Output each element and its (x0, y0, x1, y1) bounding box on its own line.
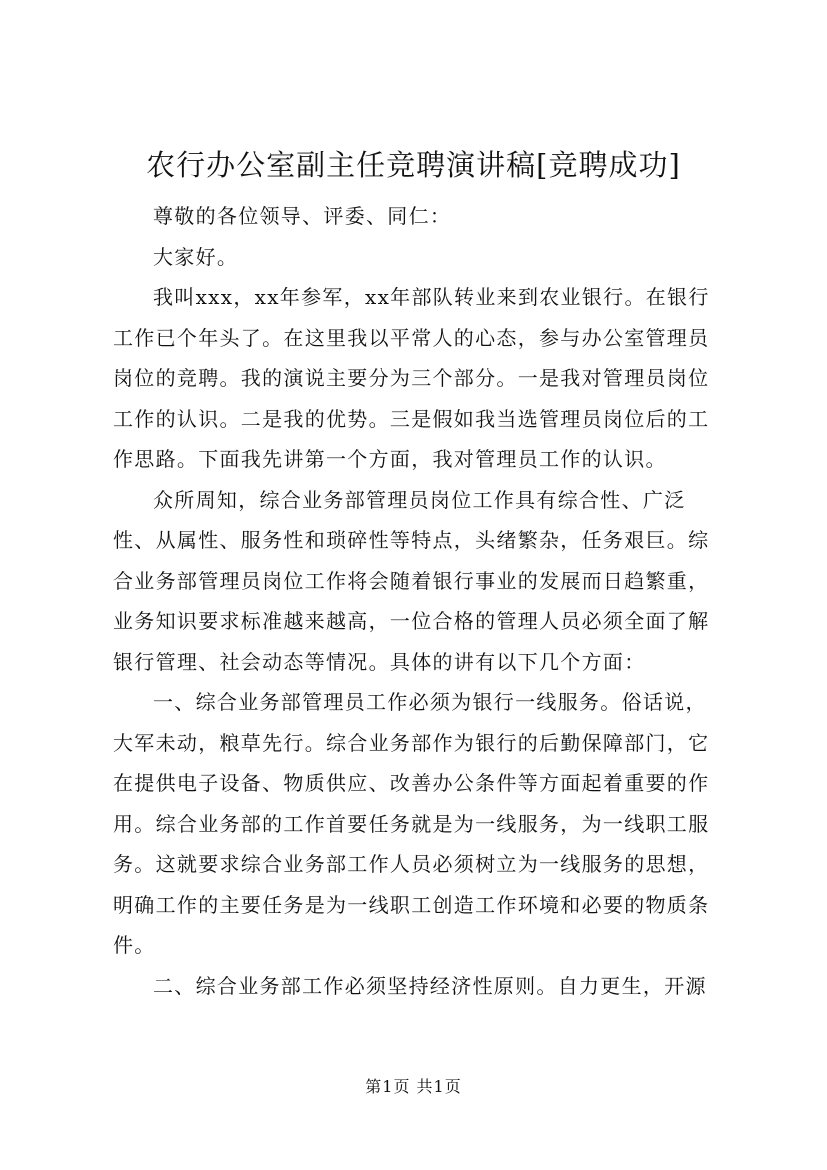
introduction-paragraph: 我叫xxx，xx年参军，xx年部队转业来到农业银行。在银行工作已个年头了。在这里我以平常人的心态，参与办公室管理员岗位的竞聘。我的演说主要分为三个部分。一是我对管理员岗位工作的认识。二是我的优势。三是假如我当选管理员岗位后的工作思路。下面我先讲第一个方面，我对管理员工作的认识。 (113, 285, 710, 471)
overview-paragraph: 众所周知，综合业务部管理员岗位工作具有综合性、广泛性、从属性、服务性和琐碎性等特点，头绪繁杂，任务艰巨。综合业务部管理员岗位工作将会随着银行事业的发展而日趋繁重，业务知识要求标准越来越高，一位合格的管理人员必须全面了解银行管理、社会动态等情况。具体的讲有以下几个方面： (113, 487, 710, 674)
greeting-paragraph: 大家好。 (153, 244, 239, 269)
salutation-paragraph: 尊敬的各位领导、评委、同仁： (153, 204, 452, 228)
page-footer: 第1页 共1页 (365, 1077, 462, 1096)
document-title: 农行办公室副主任竞聘演讲稿[竞聘成功] (146, 148, 681, 182)
point-two-paragraph: 二、综合业务部工作必须坚持经济性原则。自力更生，开源 (153, 973, 707, 998)
point-one-paragraph: 一、综合业务部管理员工作必须为银行一线服务。俗话说，大军未动，粮草先行。综合业务部作为银行的后勤保障部门，它在提供电子设备、物质供应、改善办公条件等方面起着重要的作用。综合业务部的工作首要任务就是为一线服务，为一线职工服务。这就要求综合业务部工作人员必须树立为一线服务的思想，明确工作的主要任务是为一线职工创造工作环境和必要的物质条件。 (113, 690, 710, 957)
document-body (113, 196, 717, 1006)
